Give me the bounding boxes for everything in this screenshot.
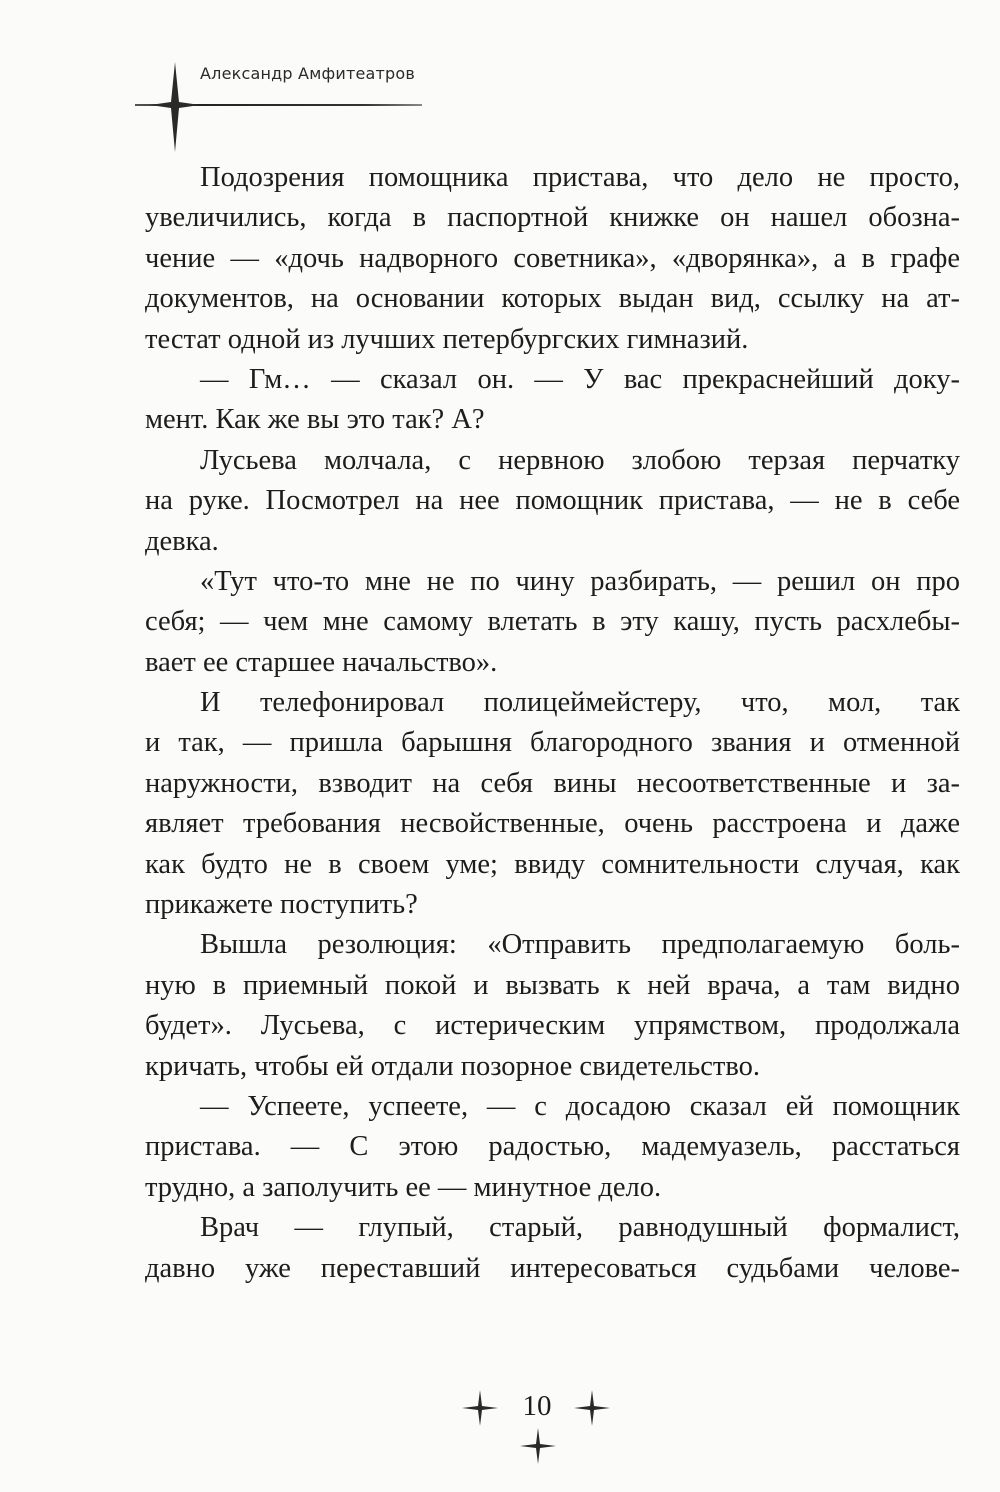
text-line: Вышла резолюция: «Отправить предполагаемую боль-: [200, 929, 960, 961]
text-line: давно уже переставший интересоваться судьбами челове-: [145, 1252, 960, 1284]
text-line: являет требования несвойственные, очень расстроена и даже: [145, 808, 960, 840]
text-line: на руке. Посмотрел на нее помощник пристава, — не в себе: [145, 485, 960, 517]
text-line: девка.: [145, 525, 219, 557]
text-line: наружности, взводит на себя вины несоответственные и за-: [145, 767, 960, 799]
paragraph: [145, 158, 960, 360]
paragraph: [145, 441, 960, 562]
text-line: себя; — чем мне самому влетать в эту кашу, пусть расхлебы-: [145, 606, 960, 638]
paragraph: [145, 683, 960, 925]
text-line: увеличились, когда в паспортной книжке он нашел обозна-: [145, 202, 960, 234]
text-line: документов, на основании которых выдан вид, ссылку на ат-: [145, 283, 960, 315]
text-line: чение — «дочь надворного советника», «дворянка», а в графе: [145, 242, 960, 274]
text-line: «Тут что-то мне не по чину разбирать, — решил он про: [200, 565, 960, 597]
text-line: Лусьева молчала, с нервною злобою терзая перчатку: [200, 444, 960, 476]
text-line: прикажете поступить?: [145, 889, 418, 921]
paragraph: [145, 1087, 960, 1208]
text-line: кричать, чтобы ей отдали позорное свидетельство.: [145, 1050, 761, 1082]
paragraph: [145, 1208, 960, 1289]
page-number: 10: [522, 1390, 552, 1422]
text-line: — Гм… — сказал он. — У вас прекраснейший доку-: [200, 363, 960, 395]
text-line: будет». Лусьева, с истерическим упрямством, продолжала: [145, 1010, 960, 1042]
text-line: вает ее старшее начальство».: [145, 646, 498, 678]
text-line: ную в приемный покой и вызвать к ней врача, а там видно: [145, 969, 960, 1001]
body-text: [145, 158, 960, 1289]
star-ornament-bottom-icon: [520, 1428, 556, 1464]
text-line: как будто не в своем уме; ввиду сомнительности случая, как: [145, 848, 960, 880]
paragraph: [145, 925, 960, 1087]
running-head-author: Александр Амфитеатров: [200, 64, 416, 83]
compass-star-ornament-icon: [150, 62, 200, 152]
text-line: и так, — пришла барышня благородного звания и отменной: [145, 727, 960, 759]
text-line: трудно, а заполучить ее — минутное дело.: [145, 1171, 662, 1203]
text-line: Подозрения помощника пристава, что дело не просто,: [200, 162, 960, 193]
star-ornament-left-icon: [462, 1390, 498, 1426]
text-line: мент. Как же вы это так? А?: [145, 404, 485, 436]
paragraph: [145, 562, 960, 683]
text-line: тестат одной из лучших петербургских гимназий.: [145, 323, 749, 355]
text-line: пристава. — С этою радостью, мадемуазель, расстаться: [145, 1131, 960, 1163]
text-line: И телефонировал полицеймейстеру, что, мол, так: [200, 687, 960, 719]
text-line: Врач — глупый, старый, равнодушный формалист,: [200, 1212, 960, 1244]
paragraph: [145, 360, 960, 441]
text-line: — Успеете, успеете, — с досадою сказал ей помощник: [200, 1090, 960, 1122]
star-ornament-right-icon: [574, 1390, 610, 1426]
